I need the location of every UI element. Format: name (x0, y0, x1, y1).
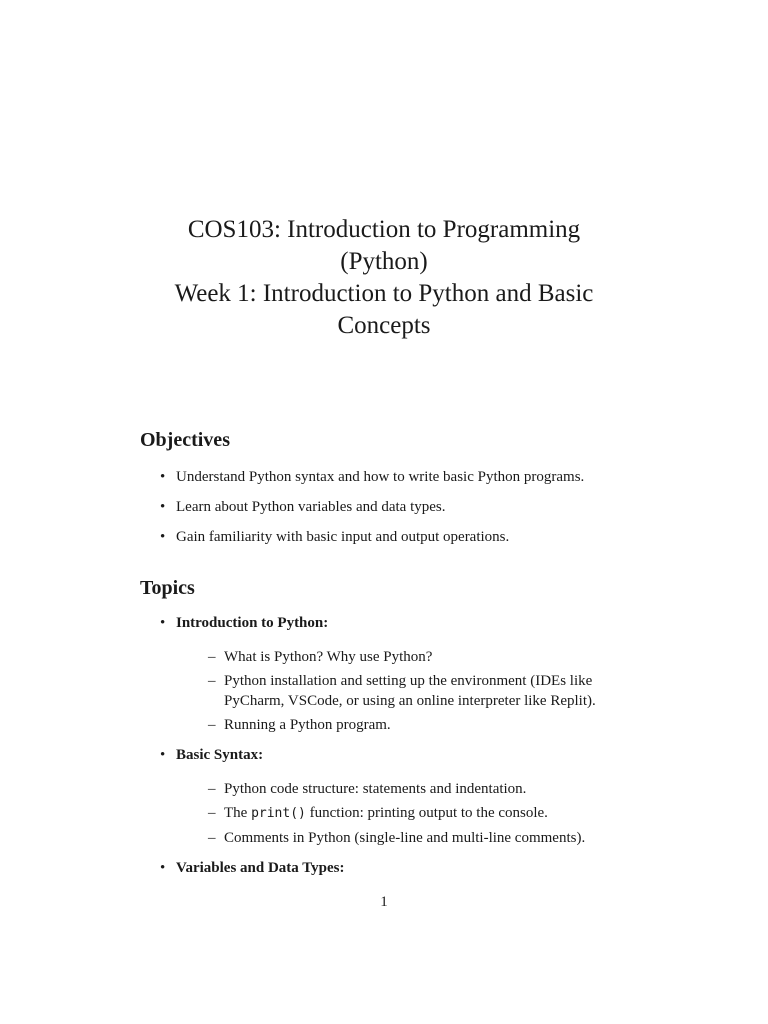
list-item (160, 497, 640, 517)
bullet-icon: • (160, 529, 166, 545)
topic-label: Basic Syntax: (176, 747, 264, 763)
topic-label: Introduction to Python: (176, 615, 329, 631)
list-item (160, 467, 640, 487)
list-item (160, 527, 640, 547)
objectives-list (160, 467, 640, 557)
subtopic-item (208, 715, 640, 735)
title-line: Week 1: Introduction to Python and Basic (174, 280, 594, 307)
bullet-icon: • (160, 469, 166, 485)
subtopic-text: function: printing output to the console. (309, 805, 548, 821)
topic-label: Variables and Data Types: (176, 860, 345, 876)
document-title (0, 214, 768, 342)
dash-icon: – (208, 649, 216, 665)
topics-list (160, 613, 640, 878)
dash-icon: – (208, 781, 216, 797)
topic-item (160, 745, 640, 848)
bullet-icon: • (160, 747, 166, 763)
objective-text: Learn about Python variables and data types. (176, 499, 446, 515)
subtopic-item (208, 828, 640, 848)
code-snippet: print() (251, 806, 306, 821)
subtopic-text: Comments in Python (single-line and multi-line comments). (224, 830, 586, 846)
subtopic-item (208, 803, 640, 824)
objective-text: Understand Python syntax and how to write basic Python programs. (176, 469, 585, 485)
bullet-icon: • (160, 615, 166, 631)
subtopic-list (176, 779, 640, 848)
subtopic-item (208, 779, 640, 799)
subtopic-text: What is Python? Why use Python? (224, 649, 433, 665)
objectives-heading: Objectives (140, 429, 230, 451)
subtopic-text: Running a Python program. (224, 717, 391, 733)
topic-item (160, 613, 640, 735)
title-line: Concepts (337, 312, 431, 339)
objective-text: Gain familiarity with basic input and output operations. (176, 529, 510, 545)
bullet-icon: • (160, 499, 166, 515)
page-number: 1 (380, 894, 388, 910)
bullet-icon: • (160, 860, 166, 876)
subtopic-item (208, 671, 640, 711)
dash-icon: – (208, 830, 216, 846)
dash-icon: – (208, 805, 216, 821)
topics-heading: Topics (140, 577, 195, 599)
subtopic-list (176, 647, 640, 735)
subtopic-text: Python code structure: statements and indentation. (224, 781, 527, 797)
topic-item (160, 858, 640, 878)
subtopic-prefix: The (224, 805, 248, 821)
dash-icon: – (208, 717, 216, 733)
dash-icon: – (208, 673, 216, 689)
title-line: (Python) (340, 248, 428, 275)
subtopic-item (208, 647, 640, 667)
title-line: COS103: Introduction to Programming (187, 216, 581, 243)
subtopic-text: Python installation and setting up the environment (IDEs like PyCharm, VSCode, or using an online interpreter like Replit). (224, 673, 596, 709)
